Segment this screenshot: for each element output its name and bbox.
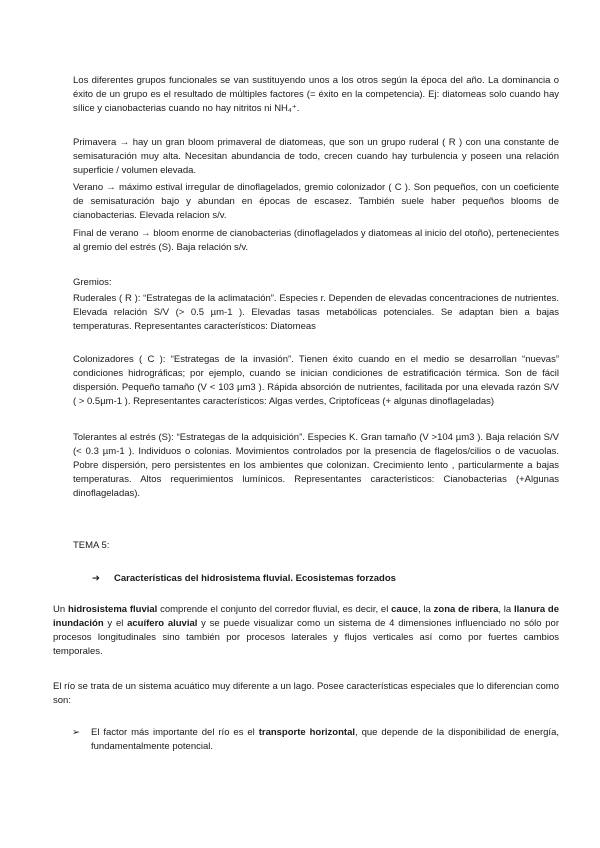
paragraph-rio: El río se trata de un sistema acuático muy diferente a un lago. Posee características especiales que lo diferencian como son: (53, 681, 559, 706)
section-heading (92, 572, 396, 586)
gremios-title: Gremios: (73, 277, 112, 288)
paragraph-functional-groups: Los diferentes grupos funcionales se van sustituyendo unos a los otros según la época del año. La dominancia o éxito de un grupo es el resultado de múltiples factores (= éxito en la competencia). Ej: diatomeas solo cuando hay sílice y cianobacterias cuando no hay nitritos ni NH₄⁺. (73, 75, 559, 114)
arrow-icon: ➔ (92, 573, 100, 584)
bullet-arrow-icon: ➢ (72, 727, 80, 738)
paragraph-late-summer: Final de verano → bloom enorme de cianobacterias (dinoflagelados y diatomeas al inicio del otoño), pertenecientes al gremio del estrés (S). Baja relación s/v. (73, 228, 559, 253)
paragraph-hidrosistema: Un hidrosistema fluvial comprende el conjunto del corredor fluvial, es decir, el cauce, la zona de ribera, la llanura de inundación y el acuífero aluvial y se puede visualizar como un sistema de 4 dimensiones influenciado no sólo por procesos longitudinales sino también por procesos laterales y flujos verticales así como por fuertes cambios temporales. (53, 604, 559, 657)
paragraph-colonizadores: Colonizadores ( C ): “Estrategas de la invasión”. Tienen éxito cuando en el medio se desarrollan “nuevas” condiciones hidrográficas; por ejemplo, cuando se inician condiciones de estratificación térmica. Son de fácil dispersión. Pequeño tamaño (V < 103 µm3 ). Rápida absorción de nutrientes, facilitada por una elevada razón S/V ( > 0.5µm-1 ). Representantes característicos: Algas verdes, Criptofíceas (+ algunas dinoflageladas) (73, 354, 559, 407)
section-heading-text: Características del hidrosistema fluvial. Ecosistemas forzados (114, 573, 396, 584)
paragraph-tolerantes: Tolerantes al estrés (S): “Estrategas de la adquisición”. Especies K. Gran tamaño (V >104 µm3 ). Baja relación S/V (< 0.3 µm-1 ). Individuos o colonias. Movimientos controlados por la presencia de flagelos/cilios o de vacuolas. Pobre dispersión, pero persistentes en los ambientes que colonizan. Crecimiento lento , particularmente a bajas temperaturas. Altos requerimientos lumínicos. Representantes característicos: Cianobacterias (+Algunas dinoflageladas). (73, 432, 559, 499)
paragraph-summer: Verano → máximo estival irregular de dinoflagelados, gremio colonizador ( C ). Son pequeños, con un coeficiente de semisaturación bajo y abundan en épocas de escasez. También suele haber pequeños blooms de cianobacterias. Elevada relacion s/v. (73, 182, 559, 221)
paragraph-ruderales: Ruderales ( R ): “Estrategas de la aclimatación”. Especies r. Dependen de elevadas concentraciones de nutrientes. Elevada relación S/V (> 0.5 µm-1 ). Elevadas tasas metabólicas potenciales. Se adaptan bien a bajas temperaturas. Representantes característicos: Diatomeas (73, 293, 559, 332)
tema-label: TEMA 5: (73, 540, 110, 551)
list-item: ➢ El factor más importante del río es el transporte horizontal, que depende de la disponibilidad de energía, fundamentalmente potencial. (72, 727, 559, 752)
paragraph-spring: Primavera → hay un gran bloom primaveral de diatomeas, que son un grupo ruderal ( R ) con una constante de semisaturación muy alta. Necesitan abundancia de todo, crecen cuando hay turbulencia y poseen una relación superficie / volumen elevada. (73, 137, 559, 176)
